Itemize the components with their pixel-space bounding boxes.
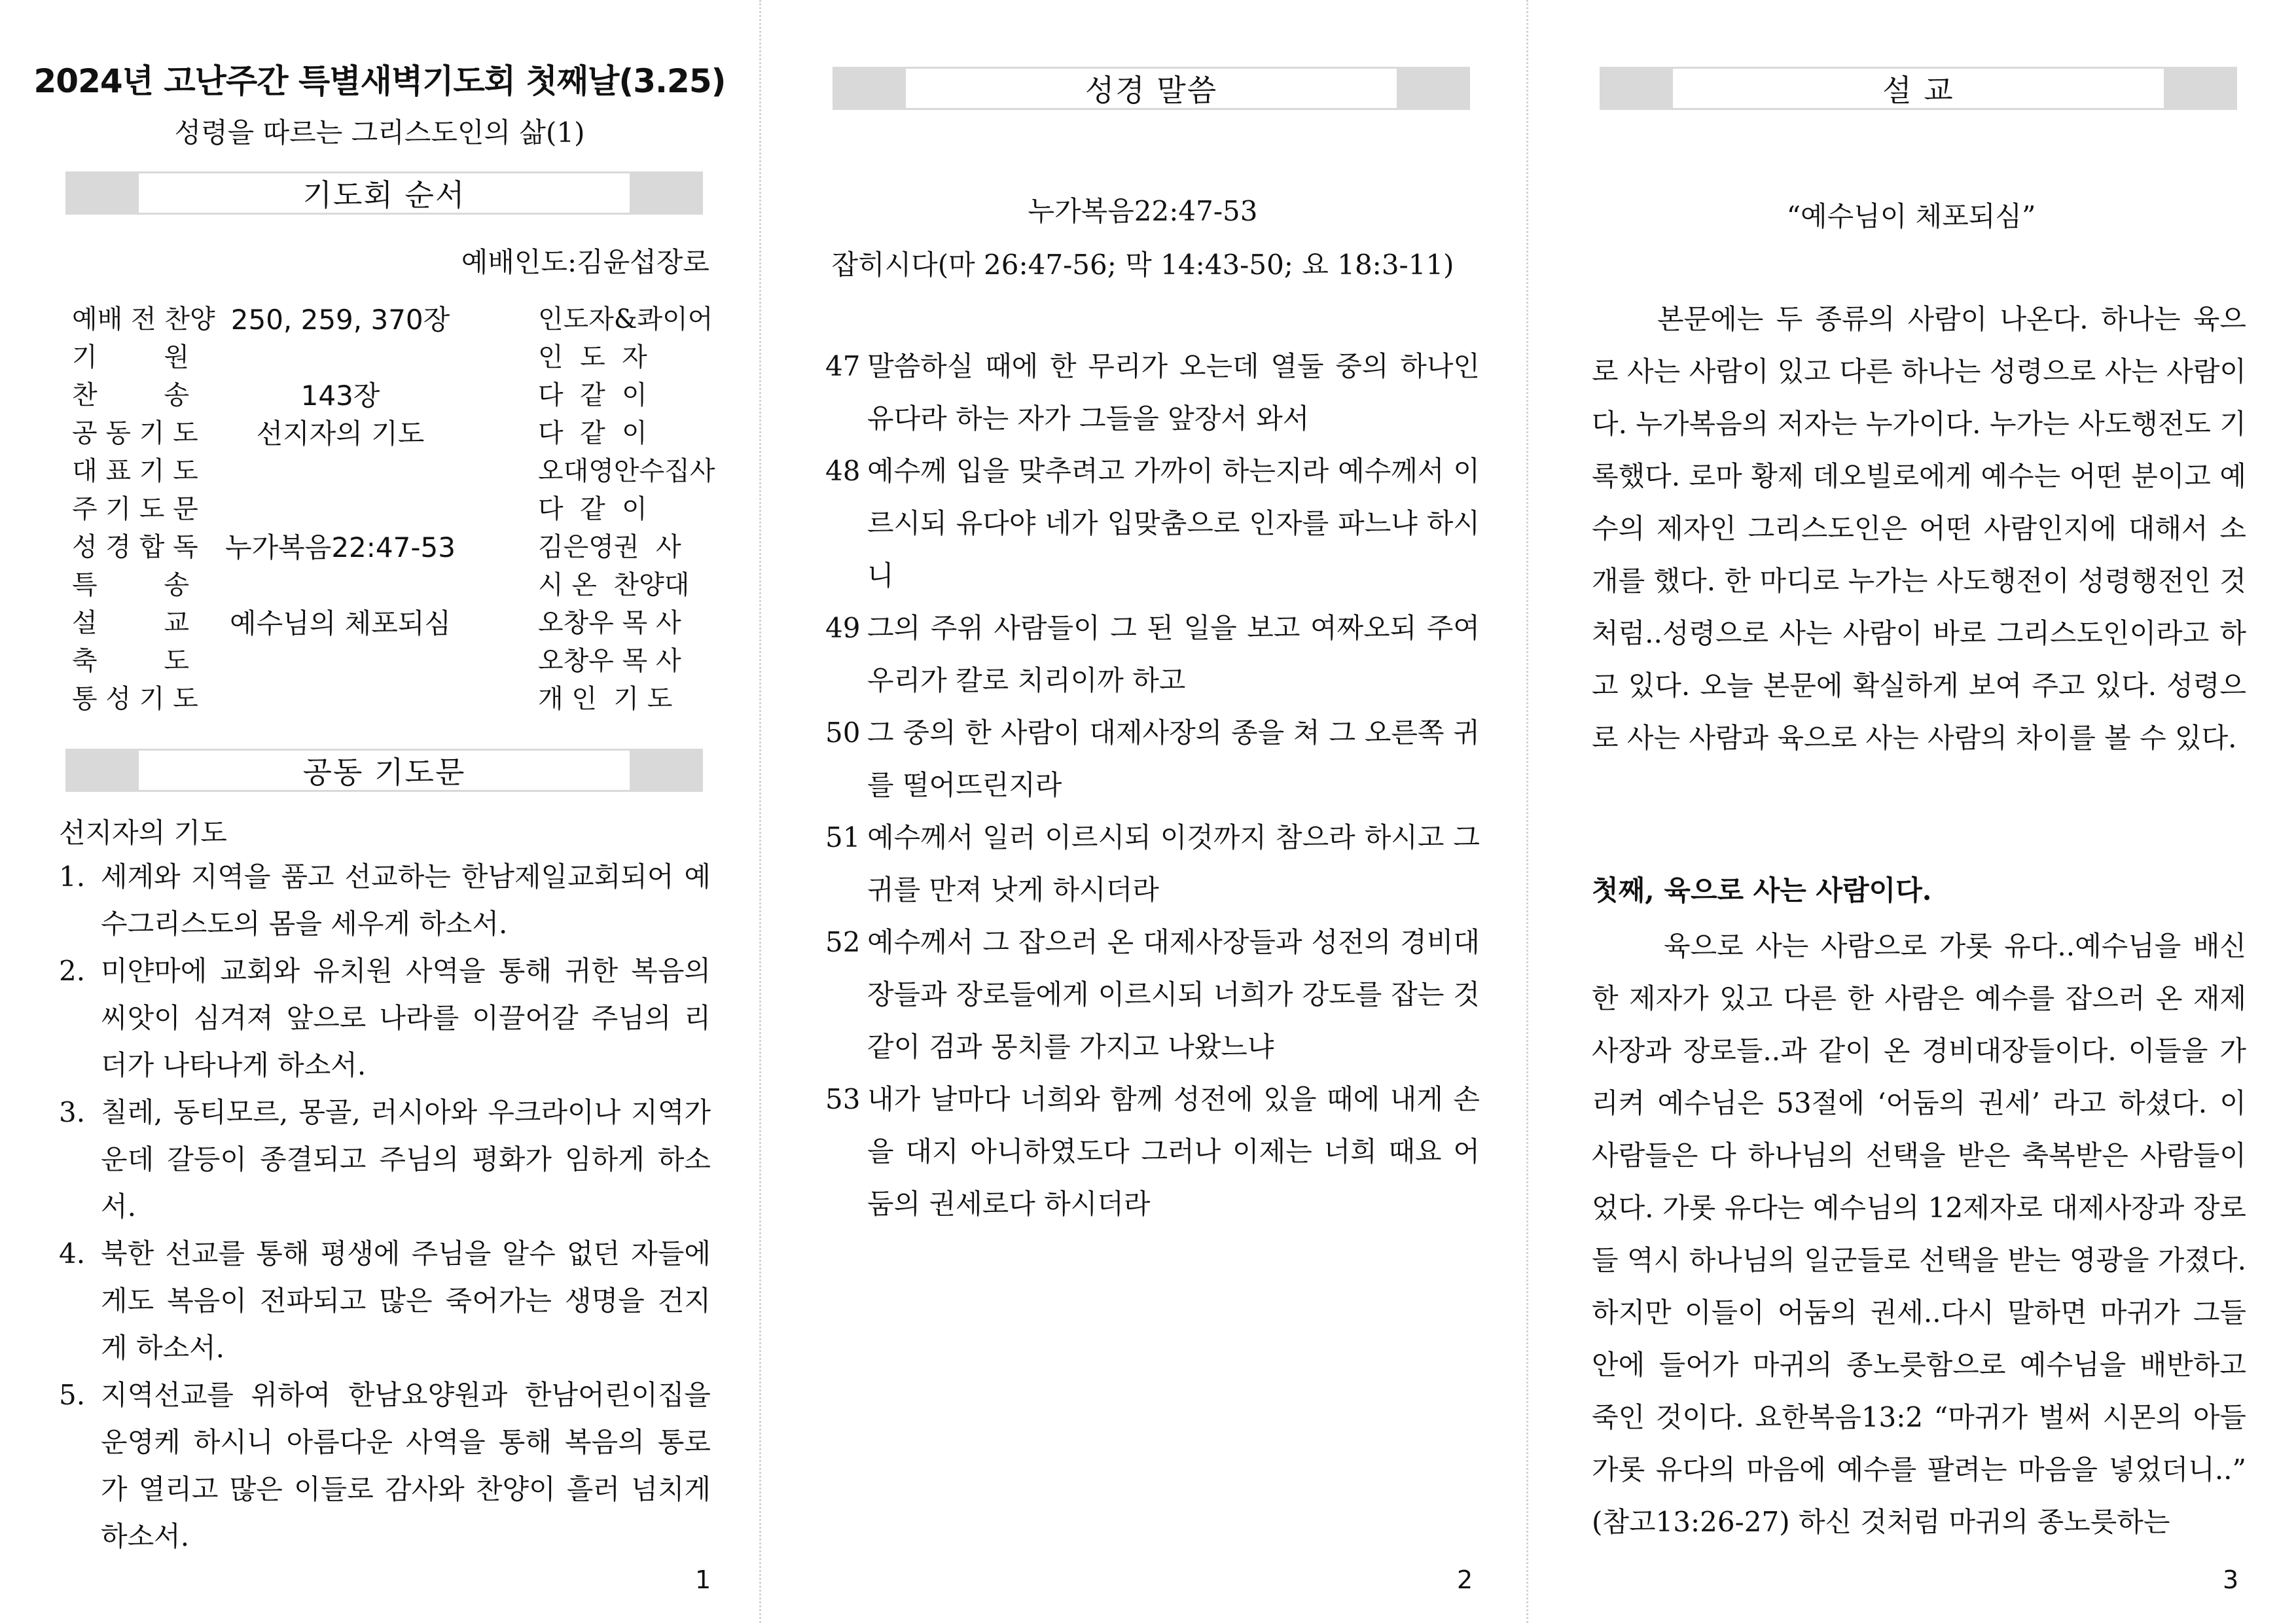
page-number: 1 — [695, 1565, 711, 1594]
service-leader: 예배인도:김윤섭장로 — [461, 246, 709, 278]
order-item: 성 경 합 독 — [72, 532, 198, 562]
order-person: 오창우 목 사 — [538, 646, 681, 676]
verse-number: 53 — [825, 1083, 861, 1115]
prayer-text: 미얀마에 교회와 유치원 사역을 통해 귀한 복음의 씨앗이 심겨져 앞으로 나라를 이끌어갈 주님의 리더가 나타나게 하소서. — [101, 955, 711, 1081]
prayer-text: 칠레, 동티모르, 몽골, 러시아와 우크라이나 지역가운데 갈등이 종결되고 주님의 평화가 임하게 하소서. — [101, 1096, 711, 1222]
verse-number: 52 — [825, 926, 861, 958]
order-person: 김은영권 사 — [538, 532, 681, 562]
prayer-number: 2. — [59, 955, 86, 987]
order-header: 기도회 순서 — [139, 171, 630, 215]
verse — [825, 707, 1480, 812]
order-content: 143장 — [300, 380, 380, 412]
order-row — [72, 526, 700, 564]
prayer-number: 1. — [59, 861, 86, 893]
order-item: 기 원 — [72, 342, 189, 372]
order-item: 공 동 기 도 — [72, 418, 198, 448]
prayer-number: 5. — [59, 1379, 86, 1411]
page-1-panel — [0, 0, 759, 1623]
order-row — [72, 336, 700, 374]
section-1-text: 육으로 사는 사람으로 가롯 유다..예수님을 배신한 제자가 있고 다른 한 사람은 예수를 잡으러 온 재제사장과 장로들..과 같이 온 경비대장들이다. 이들을 가리켜 예수님은 53절에 ‘어둠의 권세’ 라고 하셨다. 이 사람들은 다 하나님의 선택을 받은 축복받은 사람들이었다. 가롯 유다는 예수님의 12제자로 대제사장과 장로들 역시 하나님의 일군들로 선택을 받는 영광을 가졌다. 하지만 이들이 어둠의 권세..다시 말하면 마귀가 그들 안에 들어가 마귀의 종노릇함으로 예수님을 배반하고 죽인 것이다. 요한복음13:2 “마귀가 벌써 시몬의 아들 가롯 유다의 마음에 예수를 팔려는 마음을 넣었더니..” (참고13:26-27) 하신 것처럼 마귀의 종노릇하는 — [1592, 930, 2246, 1538]
verse-text: 내가 날마다 너희와 함께 성전에 있을 때에 내게 손을 대지 아니하였도다 그러나 이제는 너희 때요 어둠의 권세로다 하시더라 — [867, 1083, 1480, 1220]
verse — [825, 1073, 1480, 1230]
page-number: 3 — [2223, 1565, 2239, 1594]
page-3-panel — [1526, 0, 2296, 1623]
scripture-header: 성경 말씀 — [906, 67, 1397, 110]
verse-text: 예수께서 일러 이르시되 이것까지 참으라 하시고 그 귀를 만져 낫게 하시더라 — [867, 821, 1480, 906]
sermon-header: 설 교 — [1673, 67, 2164, 110]
verse-number: 47 — [825, 350, 861, 382]
scripture-reference: 누가복음22:47-53 — [1028, 195, 1258, 227]
prayer-item — [59, 853, 711, 948]
prayer-text: 세계와 지역을 품고 선교하는 한남제일교회되어 예수그리스도의 몸을 세우게 하소서. — [101, 861, 711, 940]
scripture-theme: 잡히시다(마 26:47-56; 막 14:43-50; 요 18:3-11) — [831, 249, 1454, 281]
order-item: 특 송 — [72, 570, 189, 600]
order-item: 설 교 — [72, 608, 189, 638]
prayer-number: 3. — [59, 1096, 86, 1128]
verse — [825, 916, 1480, 1073]
page-number: 2 — [1457, 1565, 1473, 1594]
order-person: 다 같 이 — [538, 494, 647, 524]
verse-number: 51 — [825, 821, 861, 853]
order-item: 주 기 도 문 — [72, 494, 198, 524]
verse-text: 예수께서 그 잡으러 온 대제사장들과 성전의 경비대장들과 장로들에게 이르시되 너희가 강도를 잡는 것 같이 검과 몽치를 가지고 나왔느냐 — [867, 926, 1480, 1063]
order-item: 대 표 기 도 — [72, 456, 198, 486]
prayer-text: 북한 선교를 통해 평생에 주님을 알수 없던 자들에게도 복음이 전파되고 많은 죽어가는 생명을 건지게 하소서. — [101, 1238, 711, 1364]
scripture-header-bar — [833, 67, 1470, 110]
order-person: 다 같 이 — [538, 418, 647, 448]
sermon-intro: 본문에는 두 종류의 사람이 나온다. 하나는 육으로 사는 사람이 있고 다른 하나는 성령으로 사는 사람이다. 누가복음의 저자는 누가이다. 누가는 사도행전도 기록했다. 로마 황제 데오빌로에게 예수는 어떤 분이고 예수의 제자인 그리스도인은 어떤 사람인지에 대해서 소개를 했다. 한 마디로 누가는 사도행전이 성령행전인 것처럼..성령으로 사는 사람이 바로 그리스도인이라고 하고 있다. 오늘 본문에 확실하게 보여 주고 있다. 성령으로 사는 사람과 육으로 사는 사람의 차이를 볼 수 있다. — [1592, 303, 2246, 754]
order-row — [72, 678, 700, 716]
prayer-list — [59, 853, 711, 1560]
verse-list — [825, 340, 1480, 1230]
verse — [825, 602, 1480, 707]
verse — [825, 445, 1480, 602]
order-content: 누가복음22:47-53 — [225, 531, 456, 563]
order-header-bar — [65, 171, 703, 215]
order-person: 인 도 자 — [538, 342, 647, 372]
prayer-text: 지역선교를 위하여 한남요양원과 한남어린이집을 운영케 하시니 아름다운 사역을 통해 복음의 통로가 열리고 많은 이들로 감사와 찬양이 흘러 넘치게 하소서. — [101, 1379, 711, 1552]
prayer-header-bar — [65, 749, 703, 792]
order-item: 축 도 — [72, 646, 189, 676]
order-item: 통 성 기 도 — [72, 684, 198, 714]
prayer-number: 4. — [59, 1238, 86, 1270]
section-1-title: 첫째, 육으로 사는 사람이다. — [1592, 874, 1932, 906]
order-content: 250, 259, 370장 — [230, 304, 450, 336]
verse — [825, 340, 1480, 445]
order-person: 오대영안수집사 — [538, 456, 715, 486]
prayer-item — [59, 1372, 711, 1560]
order-row — [72, 564, 700, 602]
verse-number: 48 — [825, 455, 861, 487]
order-person: 시 온 찬양대 — [538, 570, 690, 600]
verse-number: 49 — [825, 612, 861, 644]
prayer-header: 공동 기도문 — [139, 749, 630, 792]
bulletin-title: 2024년 고난주간 특별새벽기도회 첫째날(3.25) — [33, 62, 726, 100]
order-person: 인도자&콰이어 — [538, 304, 713, 334]
order-row — [72, 412, 700, 450]
verse-text: 그의 주위 사람들이 그 된 일을 보고 여짜오되 주여 우리가 칼로 치리이까 하고 — [867, 612, 1480, 696]
verse-text: 그 중의 한 사람이 대제사장의 종을 쳐 그 오른쪽 귀를 떨어뜨린지라 — [867, 717, 1480, 801]
order-content: 선지자의 기도 — [256, 418, 425, 450]
page-2-panel — [759, 0, 1526, 1623]
order-row — [72, 450, 715, 488]
order-row — [72, 298, 713, 336]
order-row — [72, 488, 700, 526]
verse-text: 예수께 입을 맞추려고 가까이 하는지라 예수께서 이르시되 유다야 네가 입맞춤으로 인자를 파느냐 하시니 — [867, 455, 1480, 592]
order-row — [72, 374, 700, 412]
verse-text: 말씀하실 때에 한 무리가 오는데 열둘 중의 하나인 유다라 하는 자가 그들을 앞장서 와서 — [867, 350, 1480, 435]
sermon-header-bar — [1600, 67, 2237, 110]
order-person: 오창우 목 사 — [538, 608, 681, 638]
prayer-item — [59, 1230, 711, 1372]
prayer-item — [59, 1089, 711, 1230]
order-row — [72, 602, 700, 640]
order-content: 예수님의 체포되심 — [230, 607, 451, 639]
order-item: 예배 전 찬양 — [72, 304, 215, 334]
sermon-title: “예수님이 체포되심” — [1786, 200, 2036, 232]
verse — [825, 812, 1480, 916]
prayer-title: 선지자의 기도 — [59, 817, 227, 849]
order-person: 다 같 이 — [538, 380, 647, 410]
verse-number: 50 — [825, 717, 861, 749]
prayer-item — [59, 948, 711, 1089]
order-row — [72, 640, 700, 678]
order-item: 찬 송 — [72, 380, 189, 410]
bulletin-subtitle: 성령을 따르는 그리스도인의 삶(1) — [174, 116, 585, 149]
order-person: 개 인 기 도 — [538, 684, 673, 714]
